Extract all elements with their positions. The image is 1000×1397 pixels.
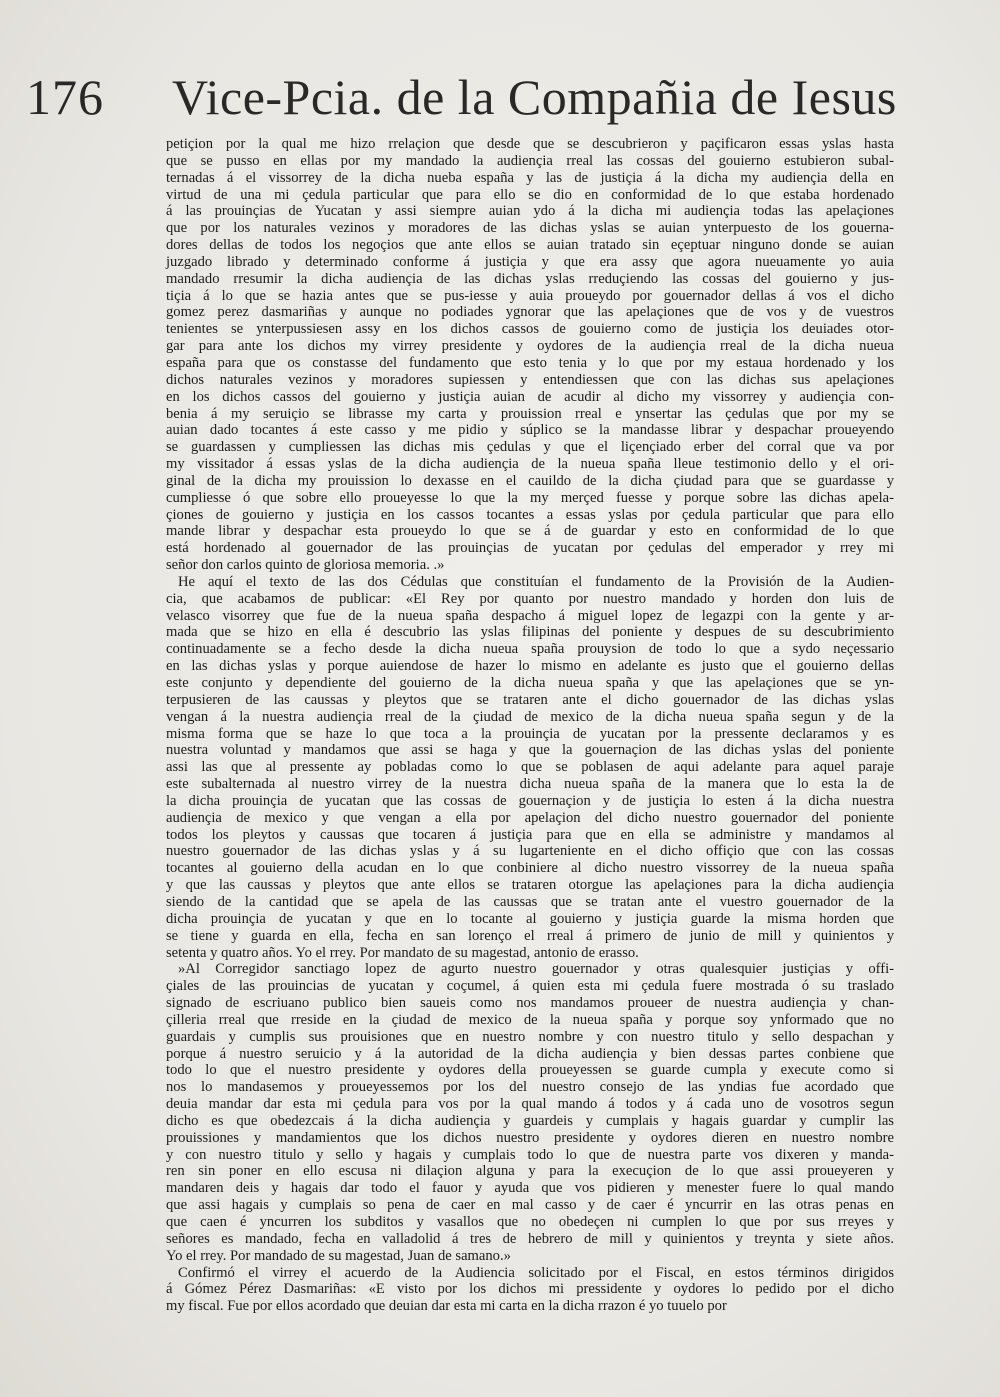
- text-line: la dicha prouinçia de yucatan que las cossas de gouernaçion y de justiçia lo esten á la dicha nuestra: [166, 792, 894, 809]
- text-line: todos los pleytos y caussas que tocaren á justiçia para que en ella se administre y mandamos al: [166, 826, 894, 843]
- text-line: my vissitador á essas yslas de la dicha audiençia de la nueua spaña lleue testimonio dello y el ori-: [166, 456, 894, 473]
- text-line: prouissiones y mandamientos que los dichos nuestro presidente y oydores dieren en nuestro nombre: [166, 1129, 894, 1146]
- text-line: vengan á la nuestra audiençia rreal de la çiudad de mexico de la dicha nueua spaña segun y de la: [166, 708, 894, 725]
- text-line: siendo de la cantidad que se apela de las caussas que se tratan ante el vuestro gouernador de la: [166, 893, 894, 910]
- text-line: cia, que acabamos de publicar: «El Rey por quanto por nuestro mandado y horden don luis de: [166, 590, 894, 607]
- paragraph: [166, 1265, 894, 1316]
- text-line: assi las que al pressente ay pobladas como lo que se poblasen de aqui adelante para aquel paraje: [166, 759, 894, 776]
- text-line: benia á my seruiçio se librasse my carta y prouission rreal e ynsertar las çedulas que por my se: [166, 405, 894, 422]
- text-line: que por los naturales vezinos y moradores de las dichas yslas se auian ynterpuesto de los gouerna-: [166, 220, 894, 237]
- text-line: continuadamente se a fecho desde la dicha nueua spaña prouysion de todo lo que a sydo neçessario: [166, 641, 894, 658]
- paragraph: [166, 961, 894, 1264]
- text-line: cumpliesse ó que sobre ello proueyesse lo que la my merçed fuesse y porque sobre las dichas apela-: [166, 489, 894, 506]
- text-line: que caen é yncurren los subditos y vasallos que no obedeçen ni cumplen lo que por sus rreyes y: [166, 1214, 894, 1230]
- text-line: juzgado librado y determinado conforme á justiçia y que era assy que agora nueuamente yo auia: [166, 253, 894, 270]
- text-line: çilleria rreal que rreside en la çiudad de mexico de la nueua spaña y porque soy ynformado que no: [166, 1011, 894, 1028]
- text-line: audiençia de mexico y que vengan a ella por apelaçion del dicho nuestro gouernador del poniente: [166, 809, 894, 826]
- text-line: gar para ante los dichos my virrey presidente y oydores de la audiençia rreal de la dicha nueua: [166, 338, 894, 355]
- text-line: deuia mandar dar esta mi çedula para vos por la qual mando á todos y á cada uno de vosotros segun: [166, 1096, 894, 1113]
- text-line: está hordenado al gouernador de las prouinçias de yucatan por çedulas del emperador y rrey mi: [166, 540, 894, 557]
- text-line: dores dellas de todos los negoçios que ante ellos se auian tratado sin eçeptuar ninguno donde se auian: [166, 237, 894, 254]
- text-line: nuestra voluntad y mandamos que assi se haga y que la gouernaçion de las dichas yslas del poniente: [166, 742, 894, 759]
- text-line: guardais y cumplis sus prouisiones que en nuestro nombre y con nuestro titulo y sello despachan y: [166, 1028, 894, 1045]
- text-line: mande librar y despachar esta proueydo lo que se á de guardar y esto en conformidad de lo que: [166, 523, 894, 540]
- text-line: tenientes se ynterpussiesen assy en los dichos cassos de gouierno como de justiçia los deuiades otor-: [166, 321, 894, 338]
- text-line: ginal de la dicha my prouission lo dexasse en el cauildo de la dicha çiudad para que se guardasse y: [166, 472, 894, 489]
- text-line: Confirmó el virrey el acuerdo de la Audiencia solicitado por el Fiscal, en estos términos dirigidos: [178, 1264, 894, 1281]
- body-text: [166, 136, 894, 1315]
- text-line: »Al Corregidor sanctiago lopez de agurto nuestro gouernador y otras qualesquier justiçias y offi-: [178, 961, 894, 978]
- text-line: dichos naturales vezinos y moradores supiessen y entendiessen que con las dichas sus apelaçiones: [166, 371, 894, 388]
- text-line: mada que se hizo en ella é descubrio las yslas filipinas del poniente y despues de su descubrimiento: [166, 624, 894, 641]
- text-line: dicho es que obedezcais á la dicha audiençia y guardeis y cumplais y hagais guardar y cumplir las: [166, 1112, 894, 1129]
- text-line: çiones de gouierno y justiçia en los cassos tocantes a essas yslas por çedula particular que para ello: [166, 506, 894, 523]
- text-line: setenta y quatro años. Yo el rrey. Por mandato de su magestad, antonio de erasso.: [166, 944, 639, 961]
- text-line: porque á nuestro seruicio y á la autoridad de la dicha audiençia y bien dessas partes conbiene que: [166, 1045, 894, 1062]
- running-head: Vice-Pcia. de la Compañia de Iesus: [172, 69, 897, 125]
- text-line: este conjunto y dependiente del gouierno de la dicha nueua spaña y que las apelaçiones que se yn-: [166, 675, 894, 691]
- text-line: petiçion por la qual me hizo rrelaçion que desde que se descubrieron y paçificaron essas yslas hasta: [166, 136, 894, 152]
- text-line: y que las caussas y pleytos que ante ellos se trataren otorgue las apelaçiones para la dicha audiençia: [166, 877, 894, 894]
- text-line: á Gómez Pérez Dasmariñas: «E visto por los dichos mi pressidente y oydores lo pedido por el dicho: [166, 1281, 894, 1298]
- text-line: mandado rresumir la dicha audiençia de las dichas yslas rreduçiendo las cossas del gouierno y jus-: [166, 270, 894, 287]
- text-line: nos lo mandasemos y proueyessemos por los del nuestro consejo de las yndias fue acordado que: [166, 1079, 894, 1096]
- text-line: misma forma que se haze lo que toca a la prouinçia de yucatan por la pressente declaramos y es: [166, 725, 894, 742]
- text-line: en las dichas yslas y porque auiendose de hazer lo mismo en adelante es justo que el gouierno dellas: [166, 658, 894, 675]
- text-line: á las prouinçias de Yucatan y assi siempre auian ydo á la dicha mi audiençia todas las apelaçiones: [166, 203, 894, 220]
- text-line: He aquí el texto de las dos Cédulas que constituían el fundamento de la Provisión de la Audien-: [178, 573, 894, 590]
- text-line: auian dado tocantes á este casso y me pidio y súplico se la mandasse librar y despachar proueyendo: [166, 422, 894, 439]
- text-line: terpusieren de las caussas y pleytos que se trataren ante el dicho gouernador de las dichas yslas: [166, 691, 894, 708]
- text-line: velasco visorrey que fue de la nueua spaña despacho á miguel lopez de legazpi con la gente y ar-: [166, 607, 894, 624]
- text-line: tiçia á lo que se hazia antes que se pus-iesse y auia proueydo por gouernador dellas á vos el dicho: [166, 287, 894, 304]
- text-line: todo lo que el nuestro presidente y oydores della proueyessen se guarde cumpla y execute como si: [166, 1062, 894, 1079]
- text-line: tocantes al gouierno della acudan en lo que conbiniere al dicho nuestro vissorrey de la nueua spaña: [166, 860, 894, 877]
- page-header: [0, 62, 1000, 132]
- paragraph: [166, 136, 894, 574]
- text-line: que se pusso en ellas por my mandado la audiençia rreal las cossas del gouierno estubieron subal-: [166, 152, 894, 169]
- text-line: signado de escriuano publico bien saueis como nos mandamos proueer de nuestra audiençia y chan-: [166, 995, 894, 1012]
- text-line: çiales de las prouincias de yucatan y coçumel, á quien esta mi çedula fuere mostrada ó su traslado: [166, 978, 894, 995]
- text-line: ternadas á el vissorrey de la dicha nueba españa y las de justiçia á la dicha my audiençia della en: [166, 169, 894, 186]
- text-line: este subalternada al nuestro virrey de la nuestra dicha nueua spaña de la manera que lo esta la de: [166, 776, 894, 793]
- text-line: ren sin poner en ello escusa ni dilaçion alguna y para la execuçion de lo que assi proueyeren y: [166, 1163, 894, 1180]
- text-line: que assi hagais y cumplais so pena de caer en mal casso y de caer é yncurrir en las otras penas en: [166, 1197, 894, 1214]
- text-line: y con nuestro titulo y sello y hagais y cumplais todo lo que de nuestra parte vos dixeren y manda-: [166, 1146, 894, 1163]
- text-line: señores es mandado, fecha en valladolid á tres de hebrero de mill y quinientos y treynta y siete años.: [166, 1230, 894, 1247]
- text-line: virtud de una mi çedula particular que para ello se dio en conformidad de lo que estaba hordenado: [166, 186, 894, 203]
- paragraph: [166, 574, 894, 961]
- page-number: 176: [26, 69, 104, 125]
- text-line: nuestro gouernador de las dichas yslas y á su lugarteniente en el dicho offiçio que con las cossas: [166, 843, 894, 860]
- text-line: Yo el rrey. Por mandado de su magestad, Juan de samano.»: [166, 1247, 511, 1264]
- text-line: españa para que os constasse del fundamento que esto tenia y lo que por my estaua hordenado y los: [166, 354, 894, 371]
- text-line: en los dichos cassos del gouierno y justiçia auian de acudir al dicho my vissorrey y audiençia con-: [166, 388, 894, 405]
- text-line: gomez perez dasmariñas y aunque no podiades ygnorar que las apelaçiones que de vos y de vuestros: [166, 304, 894, 321]
- text-line: my fiscal. Fue por ellos acordado que deuian dar esta mi carta en la dicha rrazon é yo tuuelo por: [166, 1298, 727, 1315]
- text-line: se guardassen y cumpliessen las dichas mis çedulas y que el liçençiado erber del corral que va por: [166, 439, 894, 456]
- text-line: dicha prouinçia de yucatan y que en lo tocante al gouierno y justiçia guarde la misma horden que: [166, 910, 894, 927]
- text-line: señor don carlos quinto de gloriosa memoria. .»: [166, 557, 445, 574]
- text-line: mandaren deis y hagais dar todo el fauor y ayuda que vos pidieren y menester fuere lo qual mando: [166, 1180, 894, 1197]
- text-line: se tiene y guarda en ella, fecha en san lorenço el rreal á primero de junio de mill y quinientos y: [166, 927, 894, 944]
